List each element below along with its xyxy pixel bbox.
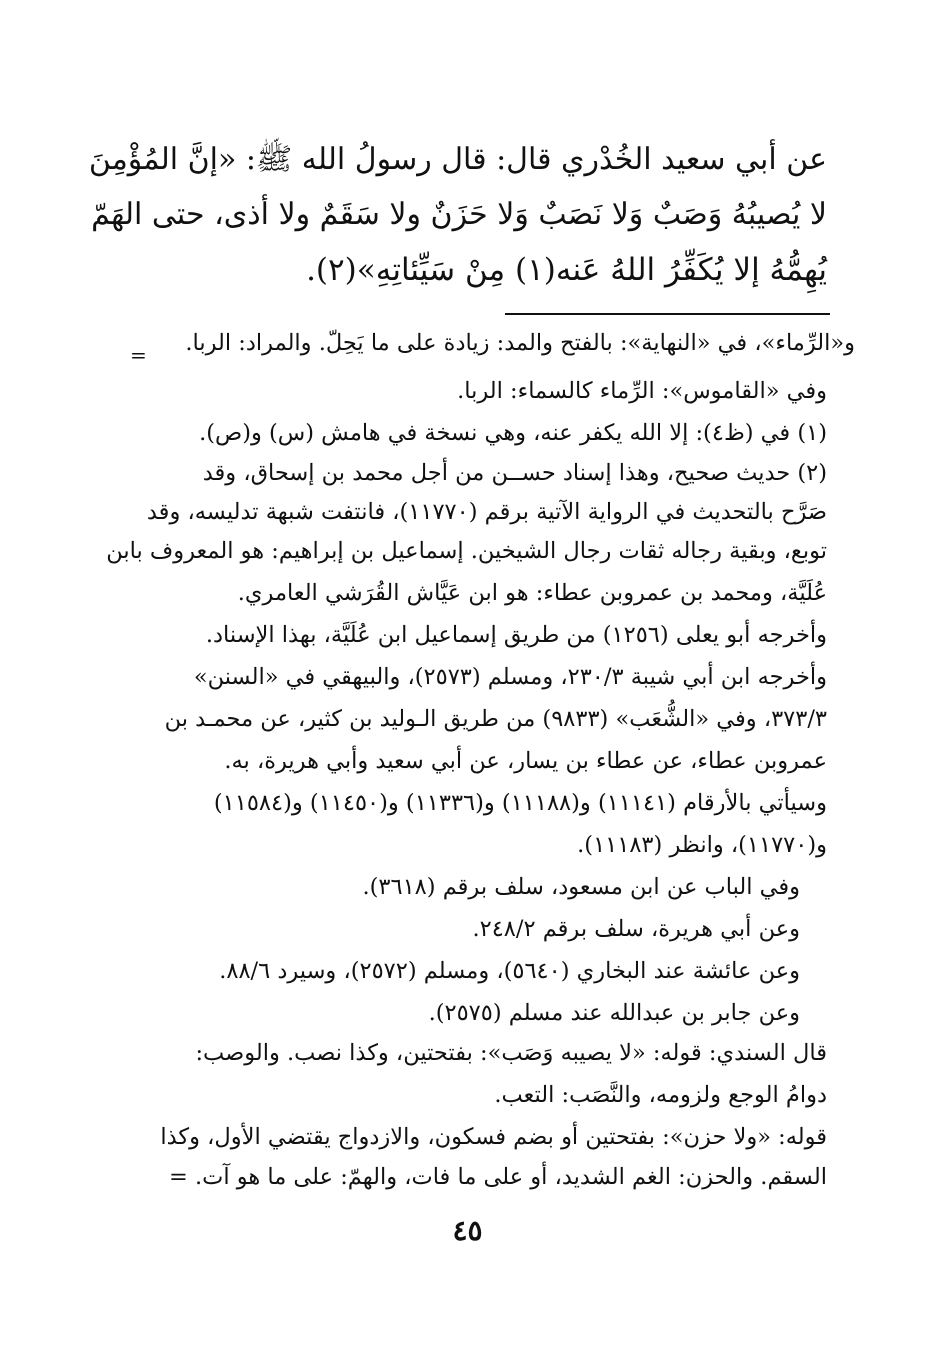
footnote-line-13: و(١١٧٧٠)، وانظر (١١١٨٣).: [577, 832, 827, 858]
main-text-line-1: عن أبي سعيد الخُدْري قال: قال رسولُ الله ﷺ: «إنَّ المُؤْمِنَ: [88, 142, 827, 177]
main-text-line-3: يُهِمُّهُ إلا يُكَفِّرُ اللهُ عَنه(١) مِنْ سَيِّئاتِهِ»(٢).: [306, 252, 827, 288]
footnote-line-20: قوله: «ولا حزن»: بفتحتين أو بضم فسكون، والازدواج يقتضي الأول، وكذا: [160, 1124, 827, 1150]
footnote-separator: [505, 313, 830, 315]
footnote-line-16: وعن عائشة عند البخاري (٥٦٤٠)، ومسلم (٢٥٧٢)، وسيرد ٨٨/٦.: [219, 958, 800, 984]
footnote-line-15: وعن أبي هريرة، سلف برقم ٢٤٨/٢.: [472, 916, 800, 942]
footnote-line-2: وفي «القاموس»: الرِّماء كالسماء: الربا.: [457, 378, 827, 404]
footnote-line-1: و«الرِّماء»، في «النهاية»: بالفتح والمد: زيادة على ما يَحِلّ. والمراد: الربا.: [185, 330, 855, 356]
footnote-line-12: وسيأتي بالأرقام (١١١٤١) و(١١١٨٨) و(١١٣٣٦) و(١١٤٥٠) و(١١٥٨٤): [213, 790, 827, 816]
continuation-mark-top: =: [130, 343, 147, 367]
footnote-line-4: (٢) حديث صحيح، وهذا إسناد حســن من أجل محمد بن إسحاق، وقد: [202, 460, 827, 486]
footnote-line-17: وعن جابر بن عبدالله عند مسلم (٢٥٧٥).: [428, 1000, 800, 1026]
footnote-line-7: عُلَيَّة، ومحمد بن عمروبن عطاء: هو ابن عَيَّاش القُرَشي العامري.: [237, 580, 827, 606]
footnote-line-10: ٣٧٣/٣، وفي «الشُّعَب» (٩٨٣٣) من طريق الـوليد بن كثير، عن محمـد بن: [164, 706, 827, 732]
footnote-line-11: عمروبن عطاء، عن عطاء بن يسار، عن أبي سعيد وأبي هريرة، به.: [224, 748, 827, 774]
footnote-line-9: وأخرجه ابن أبي شيبة ٢٣٠/٣، ومسلم (٢٥٧٣)، والبيهقي في «السنن»: [193, 664, 827, 690]
footnote-line-18: قال السندي: قوله: «لا يصيبه وَصَب»: بفتحتين، وكذا نصب. والوصب:: [195, 1040, 827, 1066]
footnote-line-14: وفي الباب عن ابن مسعود، سلف برقم (٣٦١٨).: [362, 874, 800, 900]
footnote-line-5: صَرَّح بالتحديث في الرواية الآتية برقم (١١٧٧٠)، فانتفت شبهة تدليسه، وقد: [146, 499, 827, 525]
footnote-line-3: (١) في (ظ٤): إلا الله يكفر عنه، وهي نسخة في هامش (س) و(ص).: [199, 420, 827, 446]
footnote-line-6: توبع، وبقية رجاله ثقات رجال الشيخين. إسماعيل بن إبراهيم: هو المعروف بابن: [106, 538, 827, 564]
main-text-line-2: لا يُصيبُهُ وَصَبٌ وَلا نَصَبٌ وَلا حَزَنٌ ولا سَقَمٌ ولا أذى، حتى الهَمّ: [91, 197, 827, 232]
footnote-line-8: وأخرجه أبو يعلى (١٢٥٦) من طريق إسماعيل ابن عُلَيَّة، بهذا الإسناد.: [205, 622, 827, 648]
footnote-line-19: دوامُ الوجع ولزومه، والنَّصَب: التعب.: [494, 1082, 827, 1108]
footnote-line-21: السقم. والحزن: الغم الشديد، أو على ما فات، والهمّ: على ما هو آت. =: [168, 1164, 827, 1190]
page-number: ٤٥: [452, 1214, 483, 1247]
